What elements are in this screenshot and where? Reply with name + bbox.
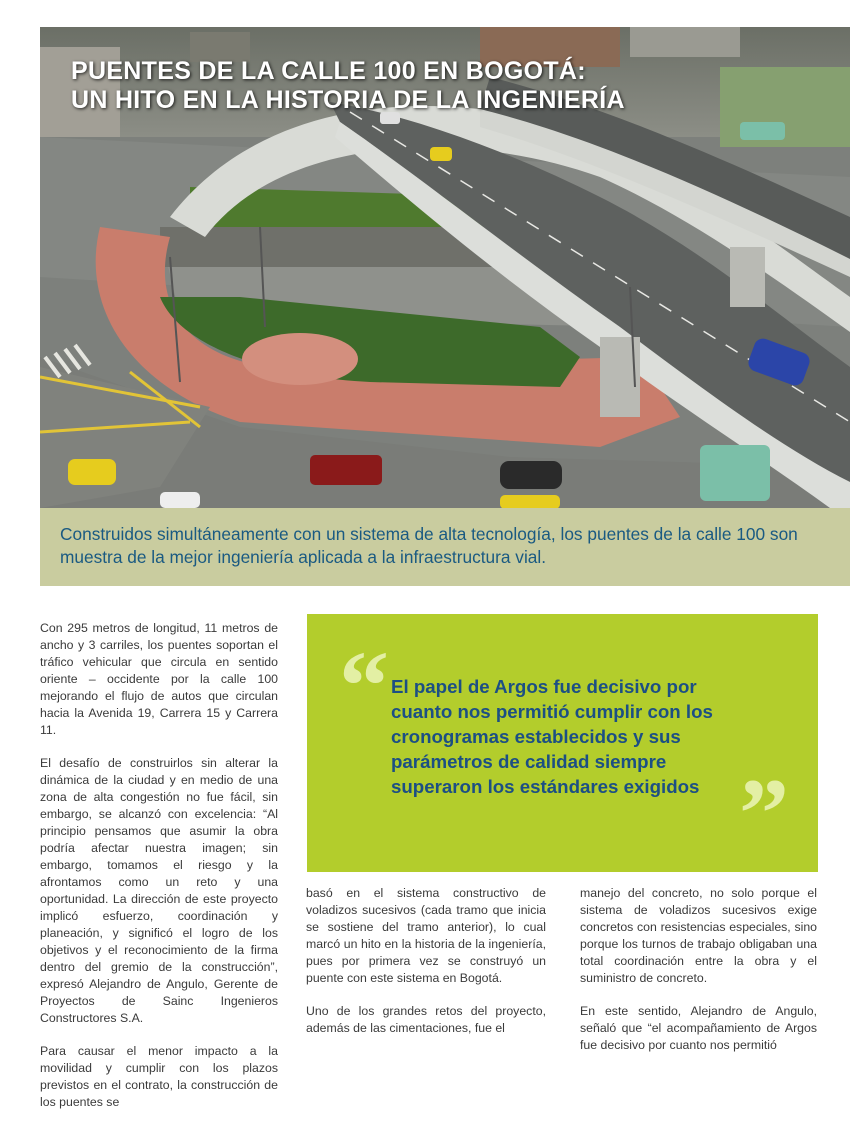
column3-paragraph-1: manejo del concreto, no solo porque el sistema de voladizos sucesivos exige concretos con resistencias especiales, sino porque los turnos de trabajo obligaban una total coordinación entre la obra y el suministro de concreto. (580, 886, 817, 985)
caption-text: Construidos simultáneamente con un sistema de alta tecnología, los puentes de la calle 100 son muestra de la mejor ingeniería aplicada a la infraestructura vial. (60, 524, 798, 567)
column1-paragraph-3: Para causar el menor impacto a la movilidad y cumplir con los plazos previstos en el contrato, la construcción de los puentes se (40, 1044, 278, 1109)
column3-paragraph-2: En este sentido, Alejandro de Angulo, señaló que “el acompañamiento de Argos fue decisivo por cuanto nos permitió (580, 1004, 817, 1052)
article-column-3 (580, 885, 817, 1070)
hero-title-line2: UN HITO EN LA HISTORIA DE LA INGENIERÍA (71, 86, 625, 114)
pull-quote (307, 614, 818, 872)
caption-band (40, 508, 850, 586)
column2-paragraph-1: basó en el sistema constructivo de voladizos sucesivos (cada tramo que inicia se sostiene del tramo anterior), lo cual marcó un hito en la historia de la ingeniería, pues por primera vez se construyó un puente con este sistema en Bogotá. (306, 886, 546, 985)
column2-paragraph-2: Uno de los grandes retos del proyecto, además de las cimentaciones, fue el (306, 1004, 546, 1035)
close-quote-mark-icon: ” (739, 758, 789, 869)
pull-quote-text: El papel de Argos fue decisivo por cuanto nos permitió cumplir con los cronogramas establecidos y sus parámetros de calidad siempre superaron los estándares exigidos (391, 676, 713, 797)
article-column-1 (40, 620, 278, 1127)
hero-title-line1: PUENTES DE LA CALLE 100 EN BOGOTÁ: (71, 57, 586, 85)
hero-title (71, 57, 625, 115)
column1-paragraph-2: El desafío de construirlos sin alterar la dinámica de la ciudad y en medio de una zona de alta congestión no fue fácil, sin embargo, se alcanzó con excelencia: “Al principio pensamos que asumir la obra podría afectar nuestra imagen; sin embargo, tomamos el riesgo y la afrontamos como un reto y una oportunidad. La dirección de este proyecto implicó esfuerzo, coordinación y planeación, y significó el logro de los objetivos y el reconocimiento de la firma dentro del gremio de la construcción”, expresó Alejandro de Angulo, Gerente de Proyectos de Sainc Ingenieros Constructores S.A. (40, 756, 278, 1025)
open-quote-mark-icon: “ (339, 630, 389, 741)
article-column-2 (306, 885, 546, 1053)
column1-paragraph-1: Con 295 metros de longitud, 11 metros de ancho y 3 carriles, los puentes soportan el tráfico vehicular que circula en sentido oriente – occidente por la calle 100 mejorando el flujo de autos que circulan hacia la Avenida 19, Carrera 15 y Carrera 11. (40, 621, 278, 737)
hero-photo (40, 27, 850, 508)
